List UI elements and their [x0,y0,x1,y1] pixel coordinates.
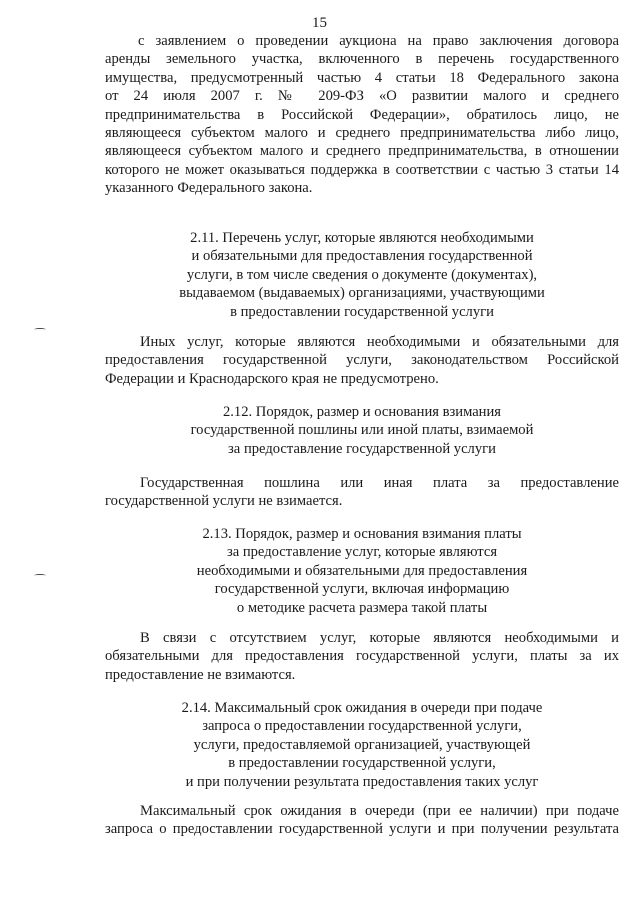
text-line: предоставления государственной услуги, законодательством Российской [105,352,619,369]
text-line: Федерации и Краснодарского края не предусмотрено. [105,370,439,387]
heading-line: 2.11. Перечень услуг, которые являются необходимыми [190,230,534,246]
text-line: запроса о предоставлении государственной услуги и при получении результата [105,821,619,838]
heading-line: о методике расчета размера такой платы [236,599,488,616]
text-line: предпринимательства в Российской Федерации», обратилось лицо, не [105,106,619,123]
section-heading-2-11 [105,229,619,321]
text-line: от 24 июля 2007 г. № 209-ФЗ «О развитии малого и среднего [105,88,619,105]
text-line: В связи с отсутствием услуг, которые являются необходимыми и [140,630,619,646]
heading-line: за предоставление государственной услуги [228,440,496,457]
heading-line: услуги, предоставляемой организацией, участвующей [193,736,531,753]
paragraph-state-fee [105,474,619,511]
heading-line: выдаваемом (выдаваемых) организациями, участвующими [179,285,545,302]
scan-margin-mark [34,328,46,331]
heading-line: 2.13. Порядок, размер и основания взимания платы [202,526,522,542]
heading-line: 2.14. Максимальный срок ожидания в очереди при подаче [181,700,543,716]
heading-line: 2.12. Порядок, размер и основания взимания [222,404,502,420]
heading-line: в предоставлении государственной услуги [230,303,494,320]
section-heading-2-12 [105,403,619,458]
section-heading-2-13 [105,525,619,617]
text-line: указанного Федерального закона. [105,180,313,197]
text-line: являющееся субъектом малого и среднего предпринимательства либо лицо, [105,125,619,142]
heading-line: запроса о предоставлении государственной услуги, [202,718,522,735]
text-line: являющееся субъектом малого и среднего предпринимательства, в отношении [105,143,619,160]
text-line: аренды земельного участка, включенного в перечень государственного [105,51,619,68]
text-line: государственной услуги не взимается. [105,493,343,510]
text-line: которого не может оказываться поддержка в соответствии с частью 3 статьи 14 [105,161,619,178]
heading-line: государственной пошлины или иной платы, взимаемой [190,422,534,439]
heading-line: государственной услуги, включая информацию [214,581,510,598]
paragraph-other-services [105,333,619,388]
text-line: обязательными для предоставления государственной услуги, платы за их [105,648,619,665]
text-line: имущества, предусмотренный частью 4 статьи 18 Федерального закона [105,69,619,86]
page-number: 15 [312,15,327,31]
text-line: Иных услуг, которые являются необходимыми и обязательными для [140,334,619,350]
heading-line: необходимыми и обязательными для предоставления [196,562,528,579]
section-heading-2-14 [105,699,619,791]
scan-margin-mark [34,574,46,577]
heading-line: услуги, в том числе сведения о документе (документах), [186,266,538,283]
heading-line: и при получении результата предоставления таких услуг [185,773,539,790]
text-line: с заявлением о проведении аукциона на право заключения договора [138,33,619,49]
paragraph-max-wait-time [105,802,619,839]
text-line: Государственная пошлина или иная плата за предоставление [140,475,619,491]
paragraph-no-fee [105,629,619,684]
heading-line: за предоставление услуг, которые являются [226,544,498,561]
text-line: Максимальный срок ожидания в очереди (при ее наличии) при подаче [140,803,619,819]
heading-line: и обязательными для предоставления государственной [191,248,533,265]
heading-line: в предоставлении государственной услуги, [228,755,496,772]
paragraph-auction-continuation [105,32,619,198]
text-line: предоставление не взимаются. [105,666,296,683]
